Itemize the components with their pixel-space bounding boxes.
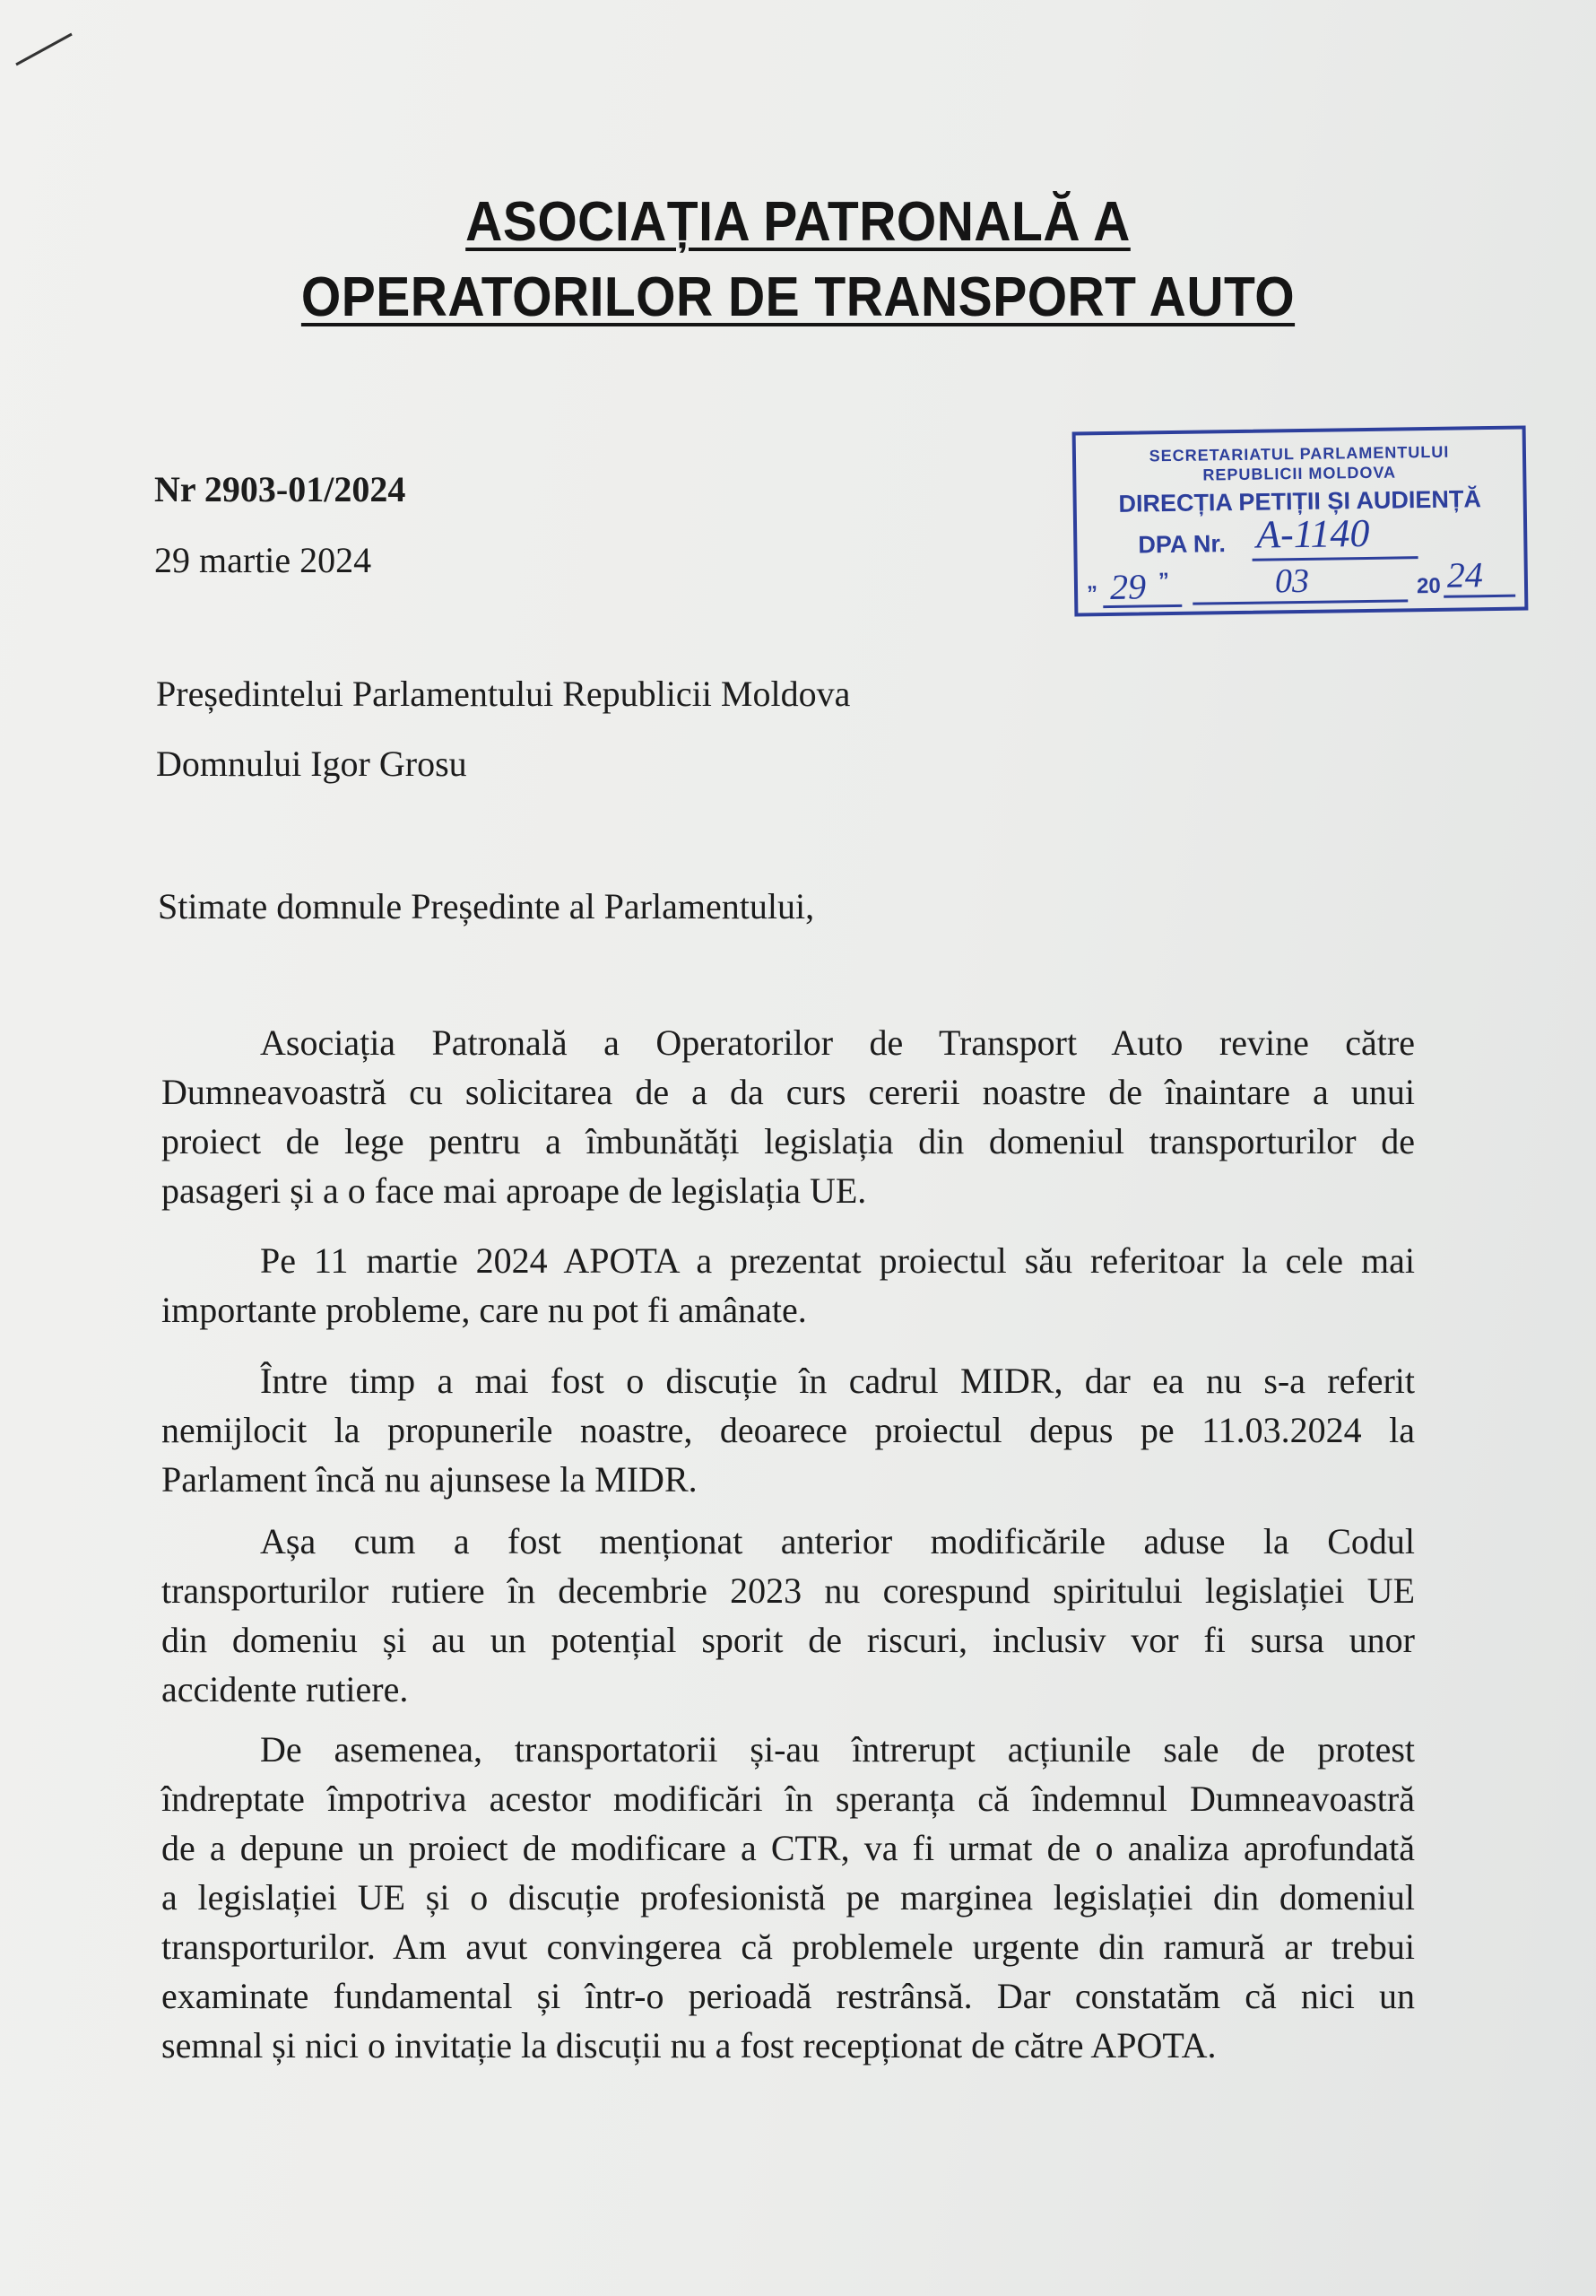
- paragraph-line: de a depune un proiect de modificare a CTR, va fi urmat de o analiza aprofundată: [161, 1828, 1415, 1868]
- paragraph-line: îndreptate împotriva acestor modificări în speranța că îndemnul Dumneavoastră: [161, 1779, 1415, 1819]
- paragraph-line: Așa cum a fost menționat anterior modificările aduse la Codul: [260, 1521, 1415, 1561]
- registration-stamp: [1072, 425, 1529, 616]
- paragraph-line: accidente rutiere.: [161, 1669, 409, 1709]
- paragraph-line: importante probleme, care nu pot fi amânate.: [161, 1290, 807, 1330]
- stamp-year-prefix: 20: [1416, 573, 1441, 599]
- salutation: Stimate domnule Președinte al Parlamentului,: [158, 886, 815, 926]
- addressee-line2: Domnului Igor Grosu: [156, 744, 467, 784]
- paragraph-2: [161, 1236, 1415, 1335]
- stamp-dpa-label: DPA Nr.: [1138, 530, 1227, 559]
- paragraph-line: Asociația Patronală a Operatorilor de Transport Auto revine către: [260, 1022, 1415, 1063]
- paragraph-line: Între timp a mai fost o discuție în cadrul MIDR, dar ea nu s-a referit: [260, 1361, 1415, 1401]
- paragraph-line: Parlament încă nu ajunsese la MIDR.: [161, 1459, 698, 1500]
- paragraph-line: Dumneavoastră cu solicitarea de a da curs cererii noastre de înaintare a unui: [161, 1072, 1415, 1112]
- stamp-line3: DIRECȚIA PETIȚII ȘI AUDIENȚĂ: [1118, 485, 1482, 517]
- paragraph-line: De asemenea, transportatorii și-au întrerupt acțiunile sale de protest: [260, 1729, 1415, 1770]
- paragraph-line: semnal și nici o invitație la discuții nu a fost recepționat de către APOTA.: [161, 2025, 1217, 2066]
- stamp-year-suffix: 24: [1446, 554, 1484, 596]
- stamp-month: 03: [1274, 561, 1310, 601]
- paragraph-4: [161, 1517, 1415, 1714]
- paragraph-line: Pe 11 martie 2024 APOTA a prezentat proiectul său referitoar la cele mai: [260, 1240, 1415, 1281]
- paragraph-line: pasageri și a o face mai aproape de legislația UE.: [161, 1170, 867, 1211]
- paragraph-5: [161, 1725, 1415, 2070]
- document-date: 29 martie 2024: [154, 540, 372, 580]
- paragraph-line: nemijlocit la propunerile noastre, deoarece proiectul depus pe 11.03.2024 la: [161, 1410, 1415, 1450]
- stamp-day-close: ”: [1158, 569, 1170, 594]
- stamp-line2: REPUBLICII MOLDOVA: [1202, 463, 1397, 484]
- stamp-day-open: „: [1086, 570, 1098, 595]
- pen-mark-icon: [9, 27, 81, 72]
- letterhead-title-line1: ASOCIAȚIA PATRONALĂ A: [465, 191, 1131, 253]
- stamp-dpa-number: A-1140: [1255, 510, 1370, 557]
- paragraph-3: [161, 1356, 1415, 1504]
- paragraph-line: transporturilor rutiere în decembrie 2023 nu corespund spiritului legislației UE: [161, 1570, 1415, 1611]
- paragraph-1: [161, 1018, 1415, 1215]
- addressee-line1: Președintelui Parlamentului Republicii Moldova: [156, 674, 851, 714]
- paragraph-line: proiect de lege pentru a îmbunătăți legislația din domeniul transporturilor de: [161, 1121, 1415, 1161]
- paragraph-line: din domeniu și au un potențial sporit de riscuri, inclusiv vor fi sursa unor: [161, 1620, 1415, 1660]
- stamp-day: 29: [1109, 566, 1147, 607]
- stamp-line1: SECRETARIATUL PARLAMENTULUI: [1149, 442, 1450, 465]
- document-number: Nr 2903-01/2024: [154, 469, 406, 509]
- paragraph-line: examinate fundamental și într-o perioadă restrânsă. Dar constatăm că nici un: [161, 1976, 1415, 2016]
- paragraph-line: transporturilor. Am avut convingerea că problemele urgente din ramură ar trebui: [161, 1926, 1415, 1967]
- paragraph-line: a legislației UE și o discuție profesionistă pe marginea legislației din domeniul: [161, 1877, 1415, 1918]
- letterhead-title-line2: OPERATORILOR DE TRANSPORT AUTO: [300, 266, 1296, 328]
